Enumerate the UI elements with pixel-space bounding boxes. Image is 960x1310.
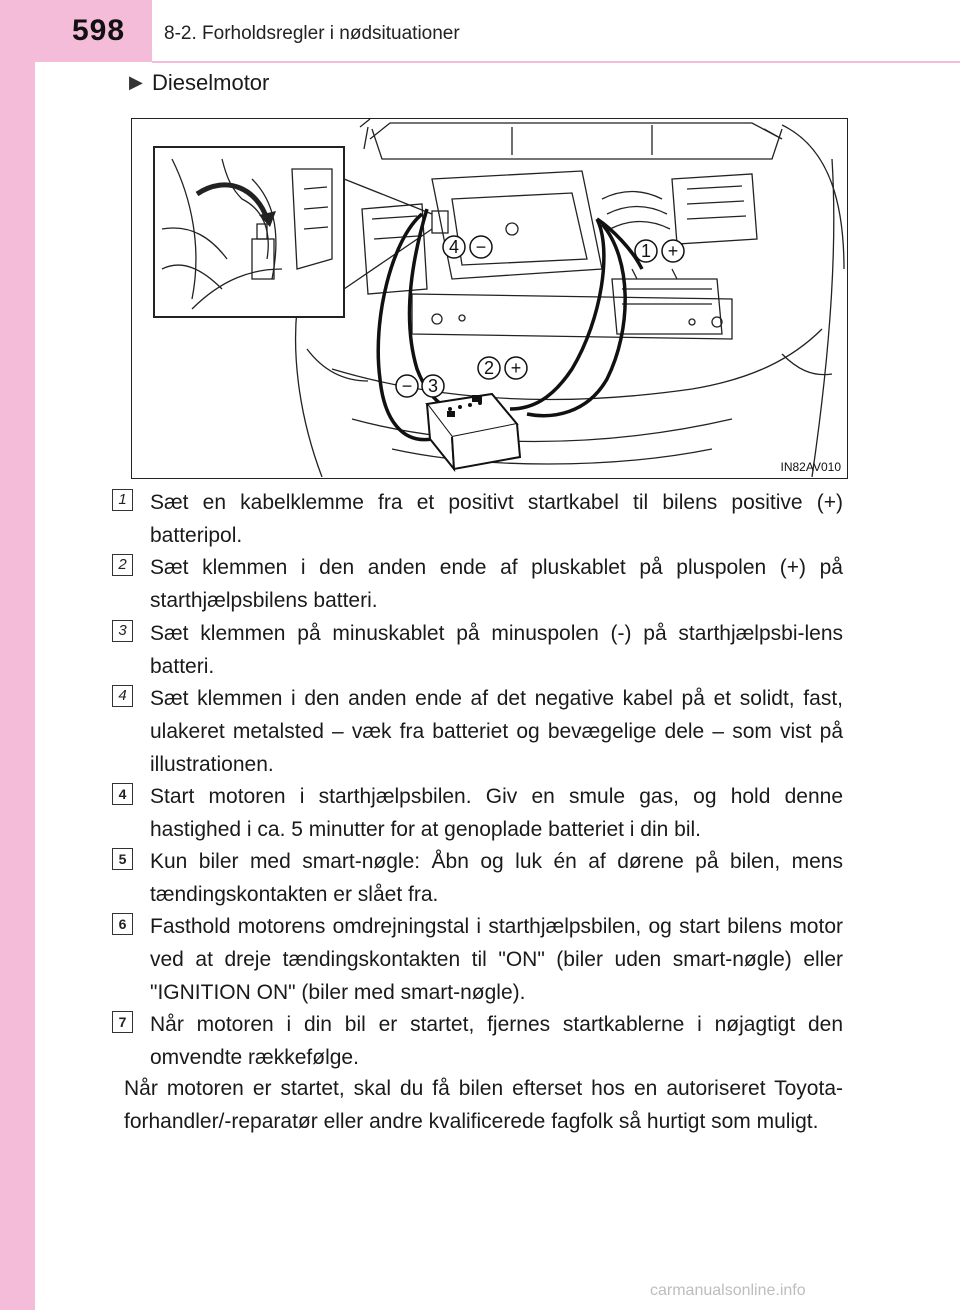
callout-3: 3 <box>427 376 439 396</box>
callout-2: 2 <box>483 358 495 378</box>
header-divider <box>152 61 960 63</box>
step-text: Fasthold motorens omdrejningstal i starthjælpsbilen, og start bilens motor ved at dreje tændingskontakten til "ON" (biler uden smart-nøgle) eller "IGNITION ON" (biler med smart-nøgle). <box>150 915 843 1004</box>
step-text: Når motoren i din bil er startet, fjernes startkablerne i nøjagtigt den omvendte rækkefølge. <box>150 1013 843 1069</box>
page-number: 598 <box>72 14 126 47</box>
step-marker: 7 <box>112 1011 133 1033</box>
step-item <box>112 551 843 617</box>
step-marker: 4 <box>112 783 133 805</box>
step-item <box>112 486 843 552</box>
subheading-title: Dieselmotor <box>152 70 270 95</box>
engine-drawing <box>132 119 846 477</box>
callout-4-negative-symbol: − <box>475 237 487 257</box>
callout-3-negative-symbol: − <box>401 376 413 396</box>
step-marker: 4 <box>112 685 133 707</box>
step-item <box>112 617 843 683</box>
step-item <box>112 682 843 781</box>
step-text: Start motoren i starthjælpsbilen. Giv en smule gas, og hold denne hastighed i ca. 5 minutter for at genoplade batteriet i din bil. <box>150 785 843 841</box>
callout-2-positive-symbol: + <box>510 358 522 378</box>
watermark-text: carmanualsonline.info <box>650 1282 806 1299</box>
step-text: Sæt klemmen i den anden ende af pluskablet på pluspolen (+) på starthjælpsbilens batteri. <box>150 556 843 612</box>
step-text: Sæt en kabelklemme fra et positivt startkabel til bilens positive (+) batteripol. <box>150 491 843 547</box>
step-text: Kun biler med smart-nøgle: Åbn og luk én af dørene på bilen, mens tændingskontakten er slået fra. <box>150 850 843 906</box>
callout-1-positive-symbol: + <box>667 241 679 261</box>
side-color-band <box>0 0 35 1310</box>
step-item <box>112 845 843 911</box>
step-text: Sæt klemmen på minuskablet på minuspolen (-) på starthjælpsbi-lens batteri. <box>150 622 843 678</box>
figure-code: IN82AV010 <box>780 460 841 474</box>
step-marker: 2 <box>112 554 133 576</box>
step-item <box>112 780 843 846</box>
page-number-tab <box>0 0 152 62</box>
callout-4: 4 <box>448 237 460 257</box>
engine-illustration <box>131 118 848 479</box>
subheading-arrow-icon: ▶ <box>129 72 143 92</box>
step-marker: 3 <box>112 620 133 642</box>
step-marker: 5 <box>112 848 133 870</box>
step-item <box>112 910 843 1009</box>
step-text: Sæt klemmen i den anden ende af det negative kabel på et solidt, fast, ulakeret metalsted – væk fra batteriet og bevægelige dele – som vist på illustrationen. <box>150 687 843 776</box>
step-marker: 6 <box>112 913 133 935</box>
step-marker: 1 <box>112 489 133 511</box>
section-title: 8-2. Forholdsregler i nødsituationer <box>164 23 460 44</box>
closing-paragraph: Når motoren er startet, skal du få bilen efterset hos en autoriseret Toyota-forhandler/-reparatør eller andre kvalificerede fagfolk så hurtigt som muligt. <box>124 1077 843 1133</box>
step-item <box>112 1008 843 1074</box>
callout-1: 1 <box>640 241 652 261</box>
